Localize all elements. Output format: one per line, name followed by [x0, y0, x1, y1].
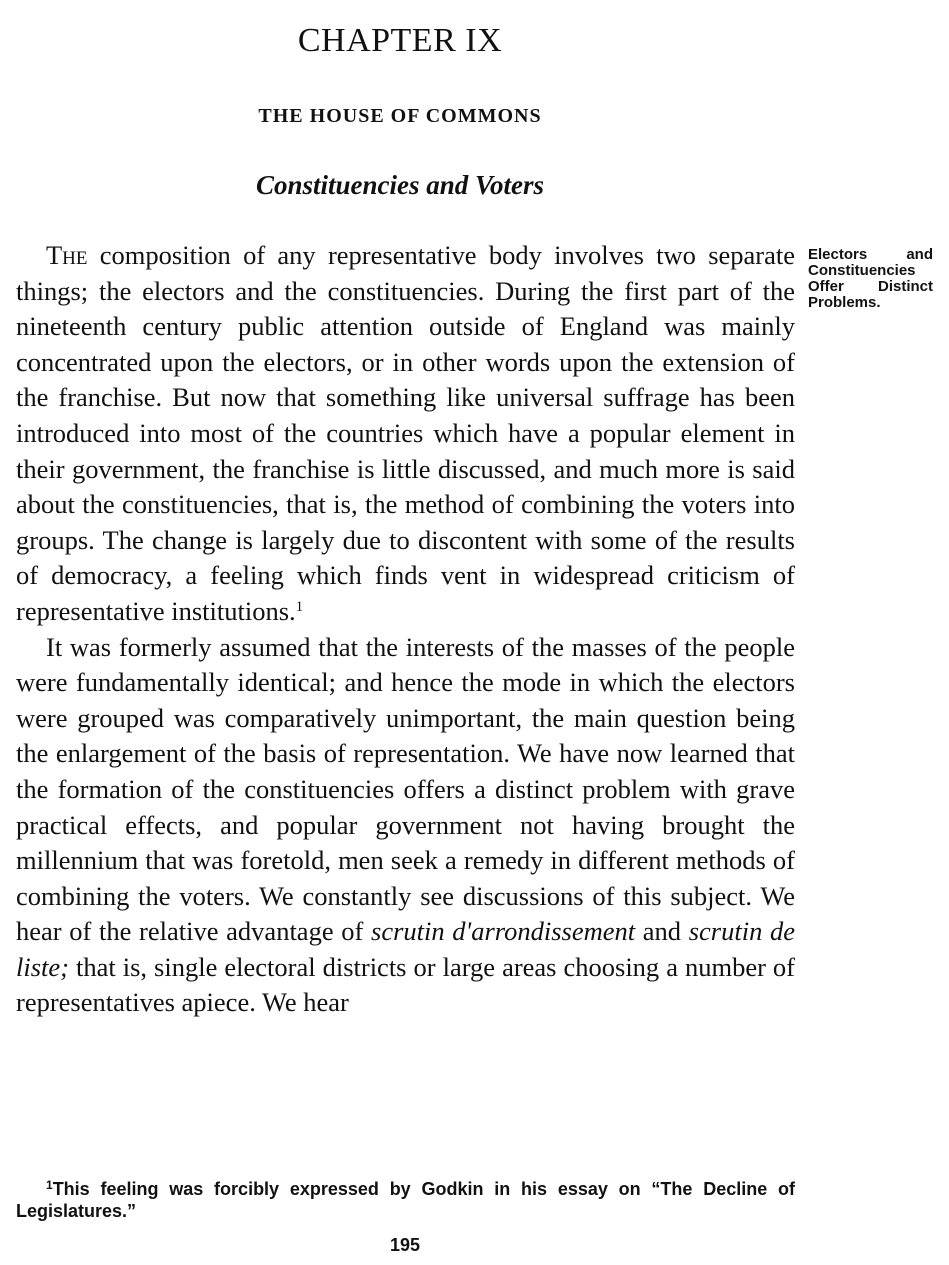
chapter-heading: CHAPTER IX	[297, 22, 503, 59]
footnote-reference: 1	[295, 598, 304, 615]
paragraph-1-text: composition of any representative body involves two separate things; the electors and the constituencies. During the first part of the nineteenth century public attention outside of England was mainly concentrated upon the electors, or in other words upon the extension of the franchise. But now that something like universal suffrage has been introduced into most of the countries which have a popular element in their government, the franchise is little discussed, and much more is said about the constituencies, that is, the method of combining the voters into groups. The change is largely due to discontent with some of the results of democracy, a feeling which finds vent in widespread criticism of representative institutions.	[16, 240, 795, 626]
paragraph-1	[16, 238, 795, 630]
lead-word: The	[46, 240, 88, 270]
footnote	[16, 1178, 795, 1222]
section-subtitle: Constituencies and Voters	[255, 170, 545, 200]
footnote-text: This feeling was forcibly expressed by Godkin in his essay on “The Decline of Legislatures.”	[16, 1179, 795, 1221]
body-text	[16, 238, 795, 1021]
page-number: 195	[389, 1235, 421, 1255]
italic-term-arrondissement: scrutin d'arrondissement	[371, 916, 636, 947]
paragraph-2-text-after: that is, single electoral districts or large areas choosing a number of representatives apiece. We hear	[16, 951, 795, 1018]
paragraph-2-text-before: It was formerly assumed that the interests of the masses of the people were fundamentally identical; and hence the mode in which the electors were grouped was comparatively unimportant, the main question being the enlargement of the basis of representation. We have now learned that the formation of the constituencies offers a distinct problem with grave practical effects, and popular government not having brought the millennium that was foretold, men seek a remedy in different methods of combining the voters. We constantly see discussions of this subject. We hear of the relative advantage of	[16, 631, 795, 947]
chapter-title: THE HOUSE OF COMMONS	[258, 105, 542, 127]
footnote-mark: 1	[46, 1178, 53, 1192]
italic-term-liste: scrutin de liste;	[16, 916, 796, 982]
margin-note: Electors and Constituencies Offer Distinct Problems.	[808, 246, 933, 311]
paragraph-2	[16, 630, 795, 1022]
paragraph-2-text-middle: and	[635, 916, 689, 947]
